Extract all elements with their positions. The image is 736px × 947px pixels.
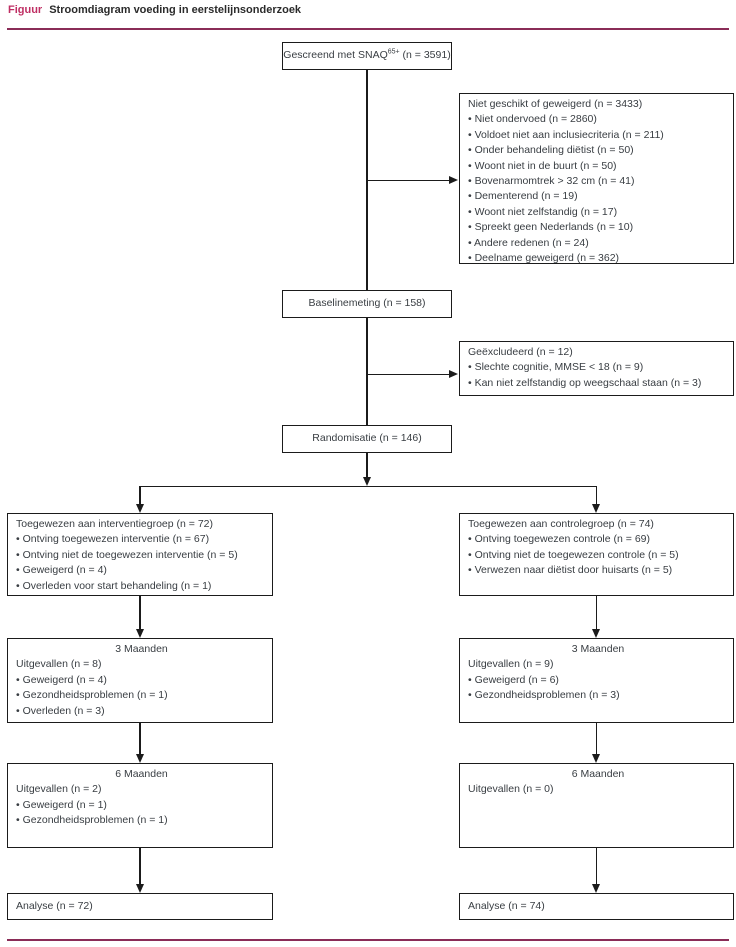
intervention-3m-list: [16, 673, 267, 719]
branch-line: [140, 486, 597, 487]
bullet-item: • Overleden voor start behandeling (n = 1): [16, 579, 212, 592]
intervention-3m-header: Uitgevallen (n = 8): [16, 658, 102, 671]
control-3m-list: [468, 673, 728, 704]
bullet-item: • Gezondheidsproblemen (n = 3): [468, 689, 620, 702]
not-eligible-list: [468, 112, 728, 266]
connector-control-to-3m: [596, 596, 597, 629]
bullet-item: • Woont niet in de buurt (n = 50): [468, 159, 617, 172]
bullet-item: • Gezondheidsproblemen (n = 1): [16, 814, 168, 827]
connector-intervention-to-analysis: [139, 848, 140, 884]
box-randomisation: [282, 425, 452, 453]
bullet-item: • Andere redenen (n = 24): [468, 236, 589, 249]
arrowhead-control: [592, 504, 600, 513]
arrowhead-excluded: [449, 370, 458, 378]
intervention-list: [16, 532, 267, 594]
bullet-item: • Overleden (n = 3): [16, 704, 105, 717]
baseline-text: Baselinemeting (n = 158): [308, 297, 426, 310]
bullet-item: • Ontving niet de toegewezen controle (n = 5): [468, 548, 679, 561]
bullet-item: • Geweigerd (n = 1): [16, 798, 107, 811]
intervention-analysis-text: Analyse (n = 72): [16, 899, 93, 912]
box-control-group: [459, 513, 734, 596]
intervention-6m-header: Uitgevallen (n = 2): [16, 783, 102, 796]
arrowhead-intervention-6m: [136, 754, 144, 763]
connector-intervention-to-6m: [139, 723, 140, 754]
bottom-rule: [7, 939, 729, 941]
figure-label: Figuur: [8, 4, 43, 16]
box-control-6m: [459, 763, 734, 848]
bullet-item: • Slechte cognitie, MMSE < 18 (n = 9): [468, 361, 644, 374]
arrowhead-control-analysis: [592, 884, 600, 893]
snaq-superscript: 65+: [387, 48, 400, 56]
control-3m-header: Uitgevallen (n = 9): [468, 658, 554, 671]
intervention-6m-list: [16, 798, 267, 829]
connector-randomisation-branch: [366, 453, 367, 478]
intervention-3m-title: 3 Maanden: [115, 643, 168, 655]
intervention-6m-title: 6 Maanden: [115, 768, 168, 780]
arrowhead-intervention-analysis: [136, 884, 144, 893]
box-excluded: [459, 341, 734, 396]
screened-text: Gescreend met $SNAQ^{65+}$ (n = 3591): [283, 48, 451, 62]
box-baseline: [282, 290, 452, 318]
box-not-eligible: [459, 93, 734, 264]
box-control-analysis: [459, 893, 734, 920]
box-intervention-6m: [7, 763, 273, 848]
connector-control-to-analysis: [596, 848, 597, 884]
randomisation-text: Randomisatie (n = 146): [312, 432, 422, 445]
excluded-header: Geëxcludeerd (n = 12): [468, 346, 573, 358]
bullet-item: • Spreekt geen Nederlands (n = 10): [468, 221, 634, 234]
figure-header: [8, 4, 301, 16]
bullet-item: • Gezondheidsproblemen (n = 1): [16, 689, 168, 702]
control-6m-header: Uitgevallen (n = 0): [468, 783, 554, 796]
control-3m-title: 3 Maanden: [571, 643, 625, 655]
bullet-item: • Voldoet niet aan inclusiecriteria (n = 211): [468, 128, 664, 141]
box-screened: [282, 42, 452, 70]
bullet-item: • Bovenarmomtrek > 32 cm (n = 41): [468, 175, 635, 188]
control-header: Toegewezen aan controlegroep (n = 74): [468, 518, 654, 530]
bullet-item: • Verwezen naar diëtist door huisarts (n = 5): [468, 564, 673, 577]
excluded-list: [468, 360, 728, 391]
bullet-item: • Geweigerd (n = 4): [16, 564, 107, 577]
figure-title: Stroomdiagram voeding in eerstelijnsonderzoek: [49, 4, 302, 16]
connector-branch-to-control: [596, 486, 597, 504]
control-analysis-text: Analyse (n = 74): [468, 899, 545, 912]
connector-intervention-to-3m: [139, 596, 140, 629]
arrowhead-control-6m: [592, 754, 600, 763]
bullet-item: • Dementerend (n = 19): [468, 190, 578, 203]
bullet-item: • Ontving toegewezen controle (n = 69): [468, 533, 650, 546]
connector-control-to-6m: [596, 723, 597, 754]
control-list: [468, 532, 728, 578]
arrowhead-intervention-3m: [136, 629, 144, 638]
not-eligible-header: Niet geschikt of geweigerd (n = 3433): [468, 98, 643, 110]
bullet-item: • Woont niet zelfstandig (n = 17): [468, 205, 618, 218]
box-intervention-3m: [7, 638, 273, 723]
connector-branch-to-intervention: [139, 486, 140, 504]
arrowhead-not-eligible: [449, 176, 458, 184]
connector-to-excluded: [367, 374, 449, 375]
bullet-item: • Deelname geweigerd (n = 362): [468, 252, 620, 265]
bullet-item: • Geweigerd (n = 4): [16, 673, 107, 686]
arrowhead-branch: [363, 477, 371, 486]
bullet-item: • Kan niet zelfstandig op weegschaal staan (n = 3): [468, 376, 702, 389]
bullet-item: • Ontving niet de toegewezen interventie (n = 5): [16, 548, 238, 561]
arrowhead-control-3m: [592, 629, 600, 638]
bullet-item: • Ontving toegewezen interventie (n = 67): [16, 533, 210, 546]
connector-to-not-eligible: [367, 180, 449, 181]
arrowhead-intervention: [136, 504, 144, 513]
box-intervention-analysis: [7, 893, 273, 920]
bullet-item: • Niet ondervoed (n = 2860): [468, 113, 597, 126]
connector-baseline-to-randomisation: [366, 318, 367, 425]
control-6m-title: 6 Maanden: [571, 768, 625, 780]
box-control-3m: [459, 638, 734, 723]
bullet-item: • Geweigerd (n = 6): [468, 673, 559, 686]
bullet-item: • Onder behandeling diëtist (n = 50): [468, 144, 634, 157]
box-intervention-group: [7, 513, 273, 596]
intervention-header: Toegewezen aan interventiegroep (n = 72): [16, 518, 214, 530]
top-rule: [7, 28, 729, 30]
